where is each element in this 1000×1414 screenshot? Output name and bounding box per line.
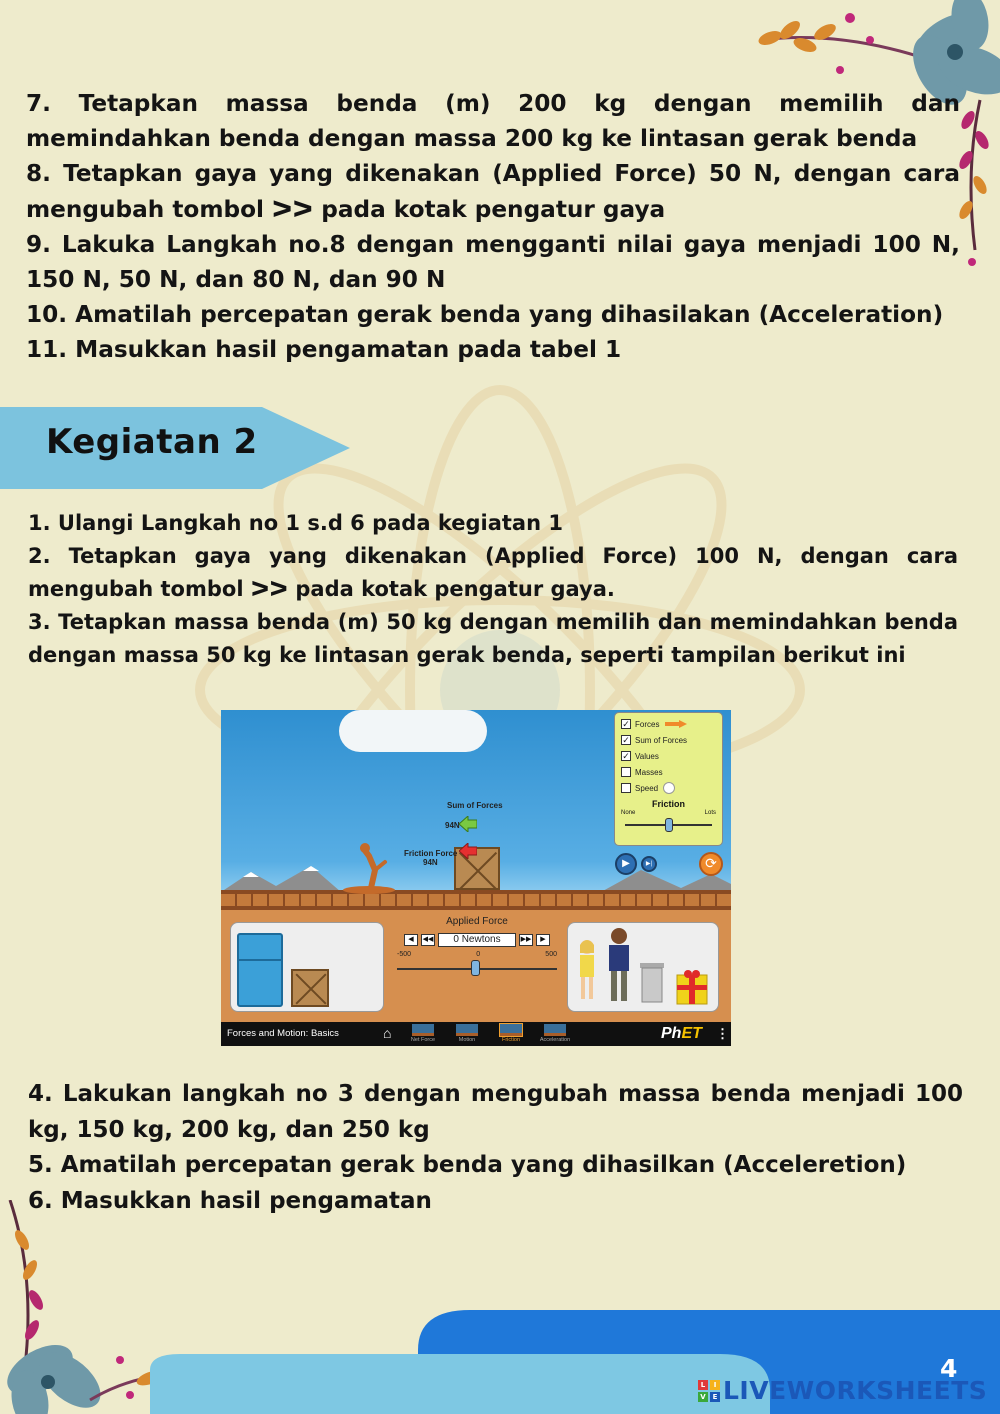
- tab-acceleration[interactable]: Acceleration: [539, 1024, 571, 1044]
- liveworksheets-brand: LIVEWORKSHEETS: [723, 1376, 988, 1405]
- option-forces[interactable]: ✓ Forces: [621, 716, 716, 732]
- checkbox-checked-icon[interactable]: ✓: [622, 751, 630, 761]
- phet-simulation-screenshot: [221, 710, 731, 1046]
- liveworksheets-logo: [698, 1376, 987, 1405]
- menu-icon[interactable]: ⋮: [716, 1026, 729, 1041]
- checkbox-checked-icon[interactable]: ✓: [622, 719, 630, 729]
- friction-slider[interactable]: [621, 818, 716, 832]
- crate-object[interactable]: [291, 969, 329, 1007]
- applied-force-value[interactable]: 0 Newtons: [438, 933, 516, 947]
- object-tray-left: [230, 922, 384, 1012]
- app-title: Forces and Motion: Basics: [227, 1028, 339, 1039]
- object-tray-right: [567, 922, 719, 1012]
- options-panel: [614, 712, 723, 846]
- home-icon[interactable]: ⌂: [383, 1025, 392, 1041]
- decrease-large-button[interactable]: ◀◀: [421, 934, 435, 946]
- refrigerator-object[interactable]: [237, 933, 283, 1007]
- step-10: 10. Amatilah percepatan gerak benda yang dihasilakan (Acceleration): [26, 301, 944, 329]
- trash-can-object[interactable]: [640, 961, 664, 1003]
- friction-title: Friction: [652, 799, 685, 809]
- friction-force-label: Friction Force: [404, 849, 458, 858]
- tab-net-force[interactable]: Net Force: [407, 1024, 439, 1044]
- pusher-figure: [341, 842, 397, 894]
- reset-button[interactable]: ⟳: [699, 852, 723, 876]
- tab-friction[interactable]: Friction: [495, 1024, 527, 1044]
- kegiatan2-step-3: 3. Tetapkan massa benda (m) 50 kg dengan memilih dan memindahkan benda dengan massa 50 kg ke lintasan gerak benda, seperti tampilan berikut ini: [28, 610, 958, 667]
- friction-force-value: 94N: [423, 858, 438, 867]
- orange-arrow-icon: [665, 720, 687, 728]
- sum-of-forces-arrow-icon: [459, 816, 477, 832]
- decrease-small-button[interactable]: ◀: [404, 934, 418, 946]
- instruction-list-kegiatan-2: [28, 507, 958, 672]
- step-7: 7. Tetapkan massa benda (m) 200 kg dengan memilih dan memindahkan benda dengan massa 200 kg ke lintasan gerak benda: [26, 90, 960, 153]
- increase-small-button[interactable]: ▶: [536, 934, 550, 946]
- friction-slider-thumb[interactable]: [665, 818, 673, 832]
- increase-large-button[interactable]: ▶▶: [519, 934, 533, 946]
- applied-force-max: 500: [545, 951, 557, 958]
- kegiatan2-step-5: 5. Amatilah percepatan gerak benda yang dihasilkan (Acceleretion): [28, 1152, 907, 1178]
- tab-motion[interactable]: Motion: [451, 1024, 483, 1044]
- kegiatan2-step-6: 6. Masukkan hasil pengamatan: [28, 1187, 432, 1214]
- man-object[interactable]: [606, 927, 632, 1005]
- step-11: 11. Masukkan hasil pengamatan pada tabel 1: [26, 336, 622, 364]
- applied-force-slider[interactable]: [397, 958, 557, 976]
- friction-force-arrow-icon: [459, 843, 477, 859]
- page-number: 4: [940, 1354, 958, 1383]
- sum-of-forces-value: 94N: [445, 821, 460, 830]
- checkbox-checked-icon[interactable]: ✓: [622, 735, 630, 745]
- checkbox-empty-icon[interactable]: [621, 767, 631, 777]
- applied-force-panel: [391, 916, 563, 976]
- step-button[interactable]: ▶|: [641, 856, 657, 872]
- liveworksheets-logo-icon: L I V E: [698, 1380, 720, 1402]
- friction-max-label: Lots: [704, 810, 716, 816]
- applied-force-zero: 0: [476, 951, 481, 958]
- kegiatan2-step-2: 2. Tetapkan gaya yang dikenakan (Applied Force) 100 N, dengan cara mengubah tombol ᐳᐳ pada kotak pengatur gaya.: [28, 544, 958, 601]
- play-button[interactable]: ▶: [615, 853, 637, 875]
- checkbox-empty-icon[interactable]: [621, 783, 631, 793]
- section-title-kegiatan-2: Kegiatan 2: [46, 422, 258, 462]
- kegiatan2-step-1: 1. Ulangi Langkah no 1 s.d 6 pada kegiatan 1: [28, 511, 563, 535]
- step-8: 8. Tetapkan gaya yang dikenakan (Applied Force) 50 N, dengan cara mengubah tombol ᐳᐳ pada kotak pengatur gaya: [26, 160, 960, 223]
- option-sum-of-forces[interactable]: ✓ Sum of Forces: [622, 735, 688, 745]
- kegiatan2-step-4: 4. Lakukan langkah no 3 dengan mengubah massa benda menjadi 100 kg, 150 kg, 200 kg, dan 250 kg: [28, 1081, 963, 1143]
- simulation-nav-bar: [221, 1022, 731, 1046]
- option-masses[interactable]: Masses: [621, 764, 716, 780]
- option-speed[interactable]: Speed: [621, 780, 716, 796]
- gift-box-object[interactable]: [676, 969, 708, 1005]
- step-9: 9. Lakuka Langkah no.8 dengan mengganti nilai gaya menjadi 100 N, 150 N, 50 N, dan 80 N, dan 90 N: [26, 230, 960, 294]
- instruction-list-top: [26, 86, 960, 368]
- sum-of-forces-label: Sum of Forces: [447, 801, 503, 810]
- applied-force-slider-thumb[interactable]: [471, 960, 480, 976]
- cloud: [339, 710, 487, 752]
- option-values[interactable]: ✓ Values: [622, 751, 659, 761]
- speedometer-icon: [663, 782, 675, 794]
- applied-force-title: Applied Force: [446, 916, 508, 927]
- phet-logo[interactable]: PhET: [661, 1025, 702, 1042]
- instruction-list-kegiatan-2-continued: [28, 1077, 963, 1219]
- girl-object[interactable]: [576, 937, 598, 1003]
- friction-min-label: None: [621, 810, 636, 816]
- applied-force-min: -500: [397, 951, 412, 958]
